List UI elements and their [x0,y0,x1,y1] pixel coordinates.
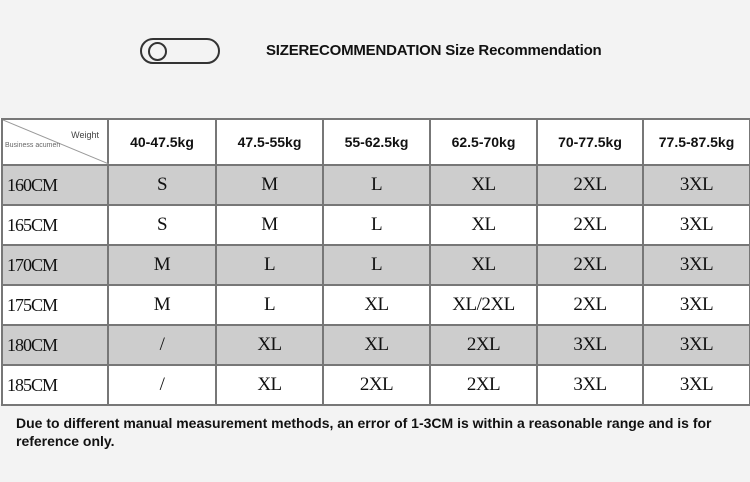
column-header: 55-62.5kg [323,119,430,165]
column-header: 62.5-70kg [430,119,537,165]
height-cell: 180CM [2,325,108,365]
size-cell: / [108,325,216,365]
corner-weight-label: Weight [71,130,99,140]
size-table [1,118,750,406]
height-cell: 165CM [2,205,108,245]
toggle-knob [148,42,167,61]
header [0,0,750,112]
toggle-icon [140,38,220,64]
size-cell: 2XL [430,365,537,405]
header-row [2,119,750,165]
size-cell: 2XL [323,365,430,405]
size-cell: M [108,285,216,325]
size-cell: L [323,165,430,205]
size-cell: XL [216,325,323,365]
column-header: 77.5-87.5kg [643,119,750,165]
size-cell: L [323,205,430,245]
size-cell: S [108,165,216,205]
size-cell: L [216,285,323,325]
table-row [2,165,750,205]
measurement-note: Due to different manual measurement methods, an error of 1-3CM is within a reasonable range and is for reference only. [16,415,712,449]
corner-business-label: Business acumen [5,142,61,149]
size-cell: 3XL [537,365,643,405]
size-cell: M [216,165,323,205]
column-header: 47.5-55kg [216,119,323,165]
size-cell: 3XL [643,245,750,285]
size-table-container [0,118,750,404]
size-cell: / [108,365,216,405]
corner-cell [2,119,108,165]
size-cell: XL [216,365,323,405]
size-cell: 3XL [643,165,750,205]
size-cell: 2XL [430,325,537,365]
size-cell: 2XL [537,205,643,245]
size-cell: L [216,245,323,285]
size-cell: S [108,205,216,245]
size-cell: 3XL [537,325,643,365]
size-cell: 3XL [643,285,750,325]
size-cell: M [216,205,323,245]
height-cell: 170CM [2,245,108,285]
size-cell: M [108,245,216,285]
height-cell: 185CM [2,365,108,405]
size-cell: L [323,245,430,285]
size-cell: XL/2XL [430,285,537,325]
size-cell: XL [323,285,430,325]
column-header: 40-47.5kg [108,119,216,165]
column-header: 70-77.5kg [537,119,643,165]
table-row [2,365,750,405]
size-cell: 3XL [643,205,750,245]
size-cell: 3XL [643,325,750,365]
table-row [2,285,750,325]
height-cell: 175CM [2,285,108,325]
page-title: SIZERECOMMENDATION Size Recommendation [266,42,602,59]
table-row [2,245,750,285]
size-cell: XL [430,205,537,245]
height-cell: 160CM [2,165,108,205]
table-row [2,205,750,245]
size-cell: XL [430,165,537,205]
size-cell: 2XL [537,285,643,325]
size-cell: 3XL [643,365,750,405]
size-cell: 2XL [537,165,643,205]
size-cell: XL [430,245,537,285]
size-cell: 2XL [537,245,643,285]
size-cell: XL [323,325,430,365]
table-row [2,325,750,365]
